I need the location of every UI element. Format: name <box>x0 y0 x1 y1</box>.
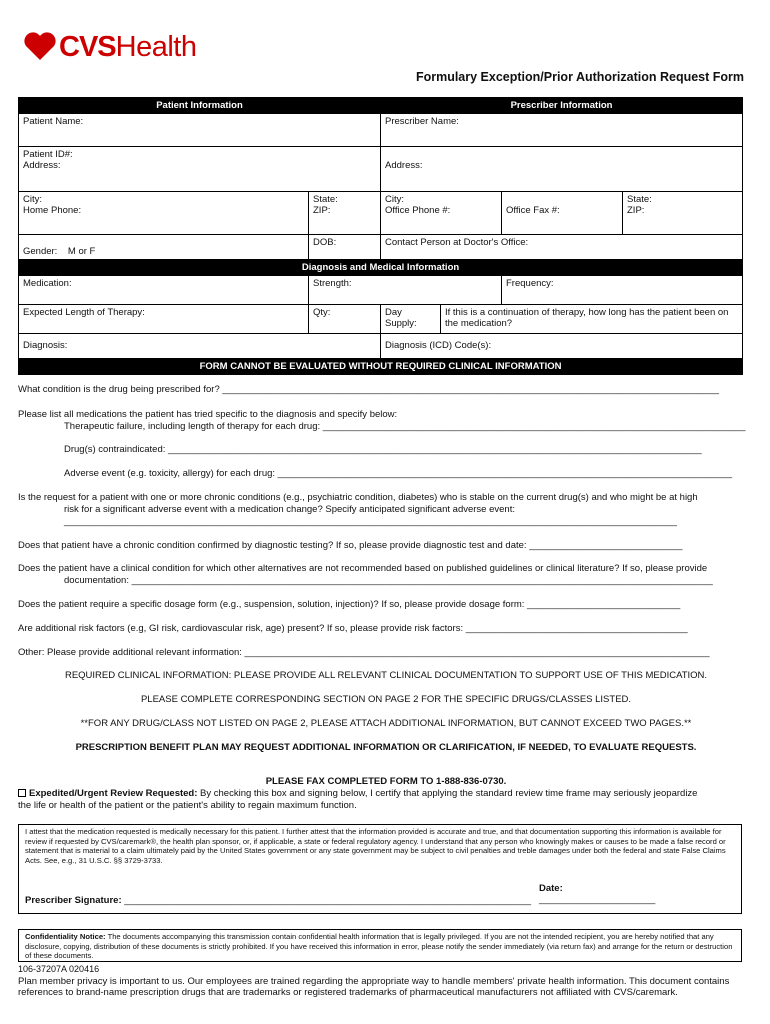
expedited-text: By checking this box and signing below, I certify that applying the standard review time frame may seriously jeopardize <box>197 788 698 799</box>
medication-field[interactable]: Medication: <box>19 276 309 305</box>
expedited-label: Expedited/Urgent Review Requested: <box>29 788 198 799</box>
question-alternatives: Does the patient have a clinical condition for which other alternatives are not recommended based on published guidelines or clinical literature? If so, please provide <box>18 563 708 574</box>
diagnosis-table <box>18 259 743 375</box>
strength-field[interactable]: Strength: <box>309 276 502 305</box>
prescriber-city-phone-field[interactable]: City: Office Phone #: <box>381 192 502 235</box>
confidentiality-label: Confidentiality Notice: <box>25 932 106 941</box>
expedited-text-2: the life or health of the patient or the patient's ability to regain maximum function. <box>18 800 357 811</box>
question-therapeutic-failure[interactable]: Therapeutic failure, including length of therapy for each drug: ________________________________________________________________________________ <box>64 421 746 432</box>
question-medications: Please list all medications the patient has tried specific to the diagnosis and specify below: <box>18 409 398 420</box>
icd-code-field[interactable]: Diagnosis (ICD) Code(s): <box>381 334 743 359</box>
diagnosis-header: Diagnosis and Medical Information <box>19 260 743 276</box>
confidentiality-text: The documents accompanying this transmission contain confidential health information that is legally privileged. If you are not the intended recipient, you are hereby notified that any disclosure, copying, distribution of these documents is strictly prohibited. If you have received this information in error, please notify the sender immediately (via return fax) and arrange for the return or destruction of these documents. <box>25 932 733 961</box>
logo-cvs-text: CVS <box>59 30 116 63</box>
question-risk-factors[interactable]: Are additional risk factors (e.g, GI risk, cardiovascular risk, age) present? If so, please provide risk factors: __________________________________________ <box>18 623 688 634</box>
question-adverse-event[interactable]: Adverse event (e.g. toxicity, allergy) for each drug: ______________________________________________________________________________________ <box>64 468 733 479</box>
notice-fax: PLEASE FAX COMPLETED FORM TO 1-888-836-0730. <box>265 776 507 787</box>
attestation-text: I attest that the medication requested is medically necessary for this patient. I further attest that the information provided is accurate and true, and that documentation supporting this information is available for review if requested by CVS/caremark®, the health plan sponsor, or, if applicable, a state or federal regulatory agency. I understand that any person who knowingly makes or causes to be made a false record or statement that is material to a claim ultimately paid by the United States government or any state government may be subject to civil penalties and treble damages under both the federal and state False Claims Acts. See, e.g., 31 U.S.C. §§ 3729-3733. <box>25 827 726 865</box>
patient-state-zip-field[interactable]: State: ZIP: <box>309 192 381 235</box>
date-field[interactable]: Date: ______________________ <box>539 883 656 905</box>
notice-plan: PRESCRIPTION BENEFIT PLAN MAY REQUEST ADDITIONAL INFORMATION OR CLARIFICATION, IF NEEDED, TO EVALUATE REQUESTS. <box>75 742 697 753</box>
prescriber-fax-field[interactable]: Office Fax #: <box>502 192 623 235</box>
form-title: Formulary Exception/Prior Authorization Request Form <box>415 70 744 84</box>
prescriber-address-field[interactable]: Address: <box>381 147 743 192</box>
privacy-notice: Plan member privacy is important to us. Our employees are trained regarding the appropriate way to handle members' private health information. This document contains references to brand-name prescription drugs that are trademarks or registered trademarks of pharmaceutical manufacturers not affiliated with CVS/caremark. <box>18 976 730 999</box>
patient-gender-field[interactable]: Gender: M or F <box>19 235 309 267</box>
patient-name-field[interactable]: Patient Name: <box>19 114 381 147</box>
expedited-section <box>18 788 754 800</box>
confidentiality-box <box>18 929 742 962</box>
question-alternatives-doc[interactable]: documentation: ______________________________________________________________________________________________________________ <box>64 575 713 586</box>
heart-icon <box>22 32 58 62</box>
notice-clinical: REQUIRED CLINICAL INFORMATION: PLEASE PROVIDE ALL RELEVANT CLINICAL DOCUMENTATION TO SUPPORT USE OF THIS MEDICATION. <box>64 670 708 681</box>
prescriber-info-header: Prescriber Information <box>381 98 743 114</box>
question-dosage-form[interactable]: Does the patient require a specific dosage form (e.g., suspension, solution, injection)? If so, please provide dosage form: _____________________________ <box>18 599 681 610</box>
prescriber-name-field[interactable]: Prescriber Name: <box>381 114 743 147</box>
day-supply-field[interactable]: Day Supply: <box>381 305 441 334</box>
logo-health-text: Health <box>115 30 197 63</box>
question-other[interactable]: Other: Please provide additional relevant information: ________________________________________________________________________________________ <box>18 647 710 658</box>
question-contraindicated[interactable]: Drug(s) contraindicated: _____________________________________________________________________________________________________ <box>64 444 702 455</box>
continuation-field[interactable]: If this is a continuation of therapy, how long has the patient been on the medication? <box>441 305 743 334</box>
signature-field[interactable]: Prescriber Signature: _____________________________________________________________________________ <box>25 895 532 906</box>
question-condition[interactable]: What condition is the drug being prescribed for? ______________________________________________________________________________________________ <box>18 384 720 395</box>
patient-info-header: Patient Information <box>19 98 381 114</box>
patient-dob-field[interactable]: DOB: <box>309 235 381 267</box>
therapy-length-field[interactable]: Expected Length of Therapy: <box>19 305 309 334</box>
warning-header: FORM CANNOT BE EVALUATED WITHOUT REQUIRED CLINICAL INFORMATION <box>19 359 743 375</box>
qty-field[interactable]: Qty: <box>309 305 381 334</box>
diagnosis-field[interactable]: Diagnosis: <box>19 334 381 359</box>
contact-person-field[interactable]: Contact Person at Doctor's Office: <box>381 235 743 267</box>
patient-prescriber-table <box>18 97 743 267</box>
patient-id-address-field[interactable]: Patient ID#: Address: <box>19 147 381 192</box>
question-chronic-stable: Is the request for a patient with one or more chronic conditions (e.g., psychiatric condition, diabetes) who is stable on the current drug(s) and who might be at high <box>18 492 698 503</box>
question-chronic-stable-2: risk for a significant adverse event with a medication change? Specify anticipated significant adverse event: <box>64 504 515 515</box>
expedited-checkbox[interactable] <box>18 789 26 797</box>
question-diagnostic-testing[interactable]: Does that patient have a chronic condition confirmed by diagnostic testing? If so, please provide diagnostic test and date: _____________________________ <box>18 540 683 551</box>
patient-city-phone-field[interactable]: City: Home Phone: <box>19 192 309 235</box>
notice-page2: PLEASE COMPLETE CORRESPONDING SECTION ON PAGE 2 FOR THE SPECIFIC DRUGS/CLASSES LISTED. <box>140 694 632 705</box>
question-chronic-stable-line[interactable]: ____________________________________________________________________________________________________________________ <box>64 516 677 527</box>
cvs-health-logo <box>22 30 196 64</box>
notice-attach: **FOR ANY DRUG/CLASS NOT LISTED ON PAGE 2, PLEASE ATTACH ADDITIONAL INFORMATION, BUT CANNOT EXCEED TWO PAGES.** <box>80 718 692 729</box>
attestation-box <box>18 824 742 914</box>
prescriber-state-zip-field[interactable]: State: ZIP: <box>623 192 743 235</box>
frequency-field[interactable]: Frequency: <box>502 276 743 305</box>
form-code: 106-37207A 020416 <box>18 964 100 974</box>
